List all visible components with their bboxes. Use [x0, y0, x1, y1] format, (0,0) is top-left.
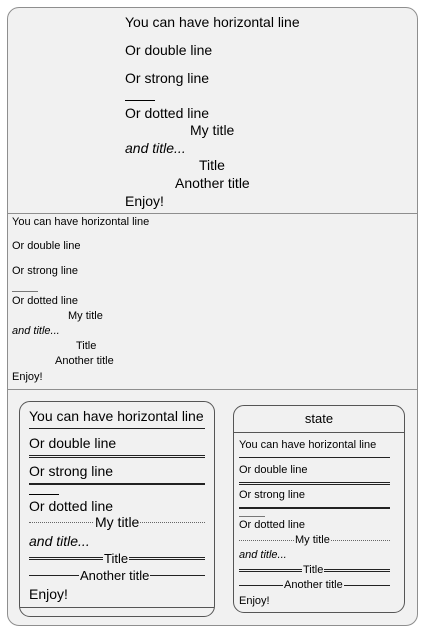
right-strong-rule: [239, 507, 390, 509]
note-line-strong: Or strong line: [125, 70, 210, 86]
right-line-enjoy: Enjoy!: [239, 595, 270, 607]
mid-title-another: Another title: [55, 355, 114, 367]
right-title-title: Title: [303, 564, 324, 576]
right-line-horizontal: You can have horizontal line: [239, 439, 377, 451]
section-separator-bottom: [8, 389, 417, 390]
section-separator-top: [8, 213, 417, 214]
right-horizontal-rule: [239, 457, 390, 458]
note-title-title: Title: [199, 157, 225, 173]
right-line-strong: Or strong line: [239, 489, 306, 501]
mid-title-my: My title: [68, 310, 103, 322]
state-name: state: [304, 411, 334, 426]
left-bottom-rule: [20, 607, 214, 608]
mid-line-and-title: and title...: [12, 325, 60, 337]
right-double-rule: [239, 482, 390, 485]
left-line-and-title: and title...: [29, 533, 90, 549]
left-title-my: My title: [95, 514, 140, 530]
left-line-strong: Or strong line: [29, 463, 114, 479]
left-line-dotted: Or dotted line: [29, 498, 114, 514]
right-line-double: Or double line: [239, 464, 308, 476]
left-double-rule: [29, 455, 205, 458]
right-title-my: My title: [295, 534, 330, 546]
mid-line-horizontal: You can have horizontal line: [12, 216, 150, 228]
mid-title-title: Title: [76, 340, 97, 352]
left-horizontal-rule: [29, 428, 205, 429]
right-line-and-title: and title...: [239, 549, 287, 561]
left-title-title: Title: [104, 551, 129, 566]
right-short-rule: [239, 516, 265, 517]
mid-line-enjoy: Enjoy!: [12, 371, 43, 383]
note-title-my: My title: [190, 122, 235, 138]
note-line-horizontal: You can have horizontal line: [125, 14, 300, 30]
note-line-enjoy: Enjoy!: [125, 193, 164, 209]
note-line-and-title: and title...: [125, 140, 186, 156]
note-line-double: Or double line: [125, 42, 213, 58]
mid-line-double: Or double line: [12, 240, 81, 252]
left-short-rule: [29, 494, 59, 495]
left-line-double: Or double line: [29, 435, 117, 451]
state-header-divider: [234, 432, 404, 433]
left-line-enjoy: Enjoy!: [29, 586, 68, 602]
note-title-another: Another title: [175, 175, 250, 191]
note-short-rule: [125, 100, 155, 101]
mid-short-rule: [12, 291, 38, 292]
right-title-another: Another title: [284, 579, 343, 591]
note-line-dotted: Or dotted line: [125, 105, 210, 121]
mid-line-dotted: Or dotted line: [12, 295, 79, 307]
right-line-dotted: Or dotted line: [239, 519, 306, 531]
left-strong-rule: [29, 483, 205, 485]
mid-line-strong: Or strong line: [12, 265, 79, 277]
left-line-horizontal: You can have horizontal line: [29, 408, 204, 424]
left-title-another: Another title: [80, 568, 150, 583]
